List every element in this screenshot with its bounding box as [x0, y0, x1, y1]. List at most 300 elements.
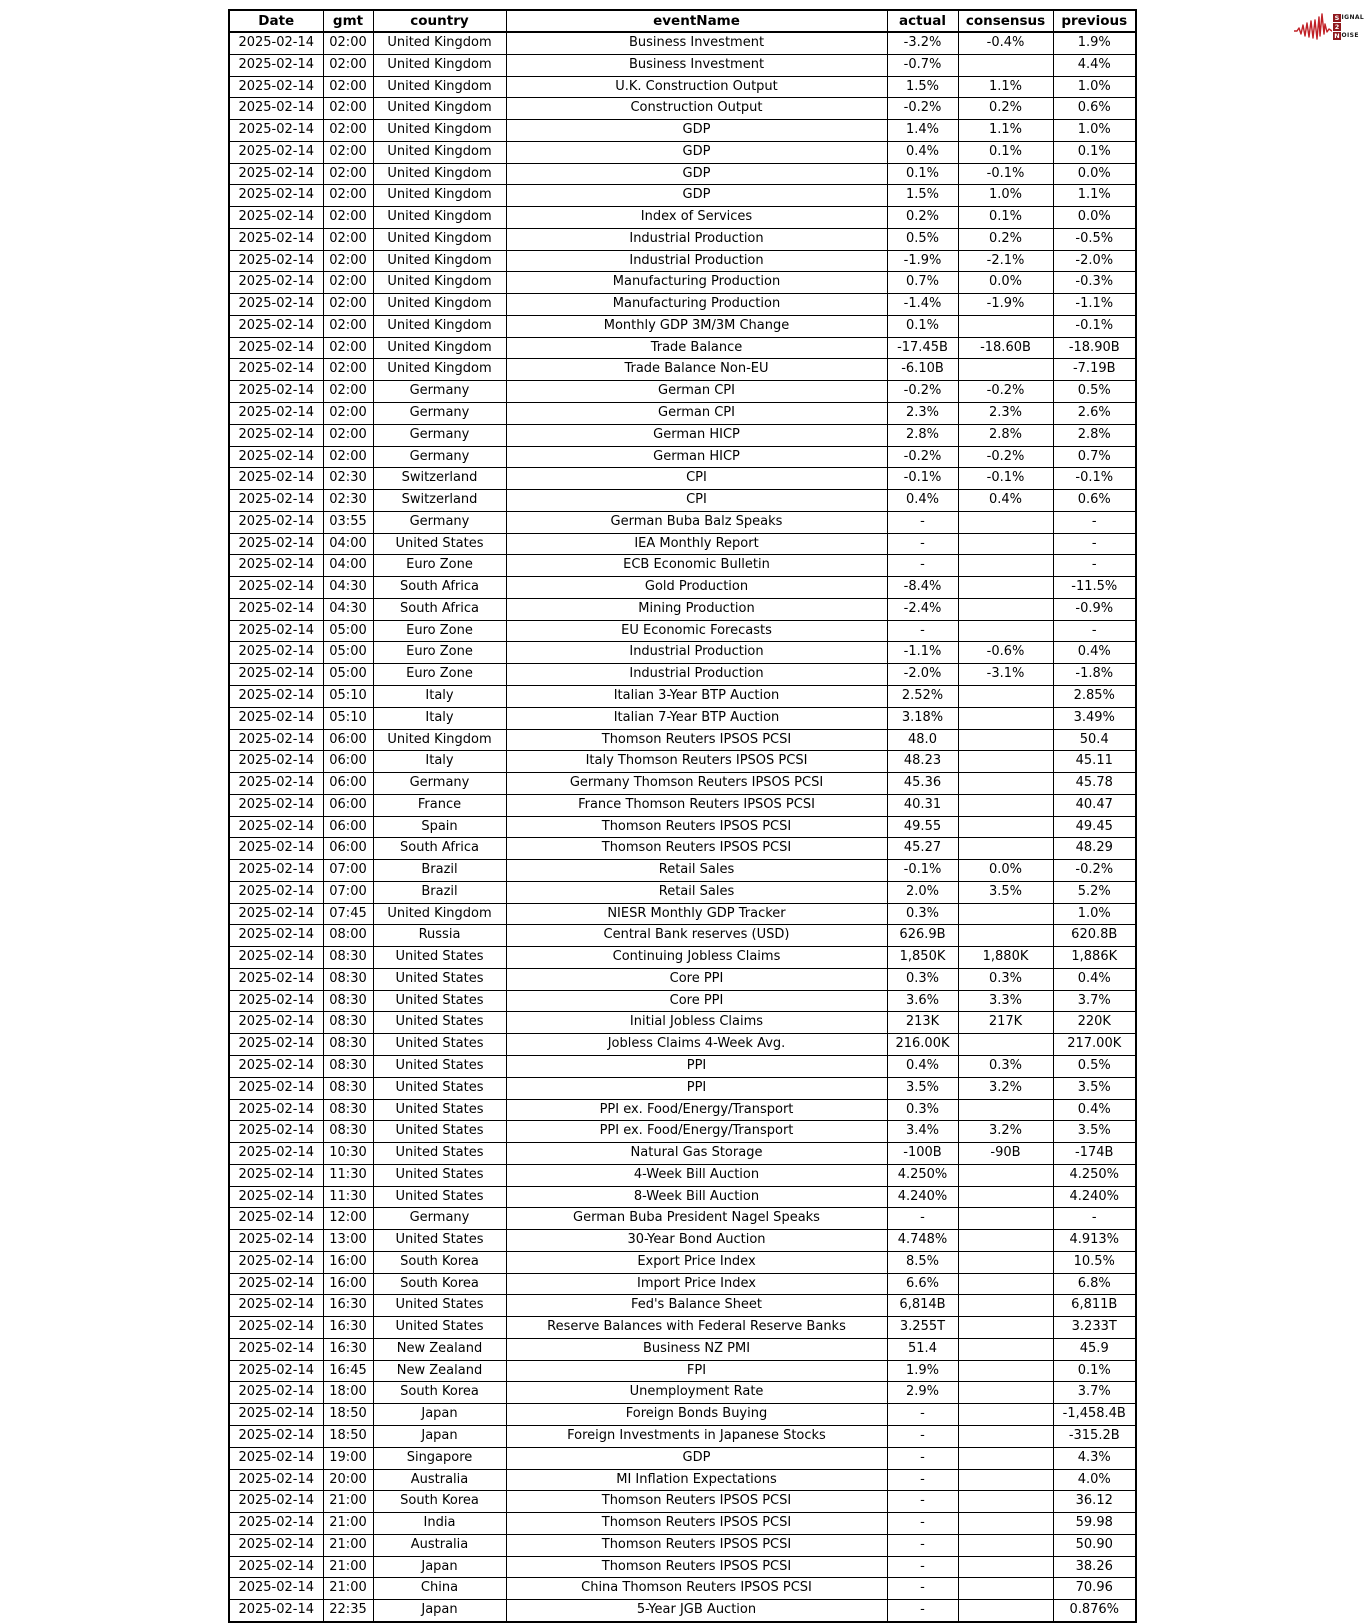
table-cell: -1.9% — [887, 250, 958, 272]
table-cell: 2.0% — [887, 881, 958, 903]
logo-letter-n: N — [1333, 32, 1341, 40]
table-cell: 22:35 — [323, 1600, 373, 1622]
table-cell — [958, 555, 1053, 577]
table-row — [229, 968, 1136, 990]
table-cell: 02:00 — [323, 446, 373, 468]
table-cell: 0.876% — [1053, 1600, 1136, 1622]
table-cell: 1.0% — [1053, 903, 1136, 925]
table-cell: 2025-02-14 — [229, 1534, 323, 1556]
table-cell: 5.2% — [1053, 881, 1136, 903]
table-cell: South Africa — [373, 598, 506, 620]
table-cell: Germany — [373, 511, 506, 533]
table-cell: 2025-02-14 — [229, 664, 323, 686]
table-cell: Italian 7-Year BTP Auction — [506, 707, 887, 729]
table-cell: PPI ex. Food/Energy/Transport — [506, 1121, 887, 1143]
table-cell: Germany — [373, 424, 506, 446]
table-cell: 0.1% — [887, 163, 958, 185]
table-cell: Italy Thomson Reuters IPSOS PCSI — [506, 751, 887, 773]
table-cell: 04:30 — [323, 598, 373, 620]
table-cell: 3.5% — [887, 1077, 958, 1099]
table-cell — [958, 1251, 1053, 1273]
table-cell: United States — [373, 1186, 506, 1208]
table-cell: -0.2% — [958, 381, 1053, 403]
table-cell: -0.1% — [1053, 315, 1136, 337]
table-cell: 4.250% — [1053, 1164, 1136, 1186]
table-cell: Germany Thomson Reuters IPSOS PCSI — [506, 773, 887, 795]
table-row — [229, 577, 1136, 599]
table-cell: United States — [373, 1121, 506, 1143]
table-cell: - — [887, 555, 958, 577]
table-cell: Industrial Production — [506, 664, 887, 686]
table-cell: 06:00 — [323, 816, 373, 838]
table-cell: - — [887, 1404, 958, 1426]
table-cell: Italian 3-Year BTP Auction — [506, 685, 887, 707]
table-cell: 2025-02-14 — [229, 1360, 323, 1382]
table-cell: 1.5% — [887, 185, 958, 207]
table-cell: Russia — [373, 925, 506, 947]
table-cell — [958, 1534, 1053, 1556]
table-cell: 48.0 — [887, 729, 958, 751]
table-cell: -1.8% — [1053, 664, 1136, 686]
table-cell: - — [1053, 620, 1136, 642]
table-cell: 4.240% — [1053, 1186, 1136, 1208]
table-cell: 3.5% — [958, 881, 1053, 903]
table-cell: 45.78 — [1053, 773, 1136, 795]
table-cell: 0.6% — [1053, 490, 1136, 512]
table-cell: 5-Year JGB Auction — [506, 1600, 887, 1622]
table-cell: 2025-02-14 — [229, 1143, 323, 1165]
table-cell: Euro Zone — [373, 555, 506, 577]
table-cell: 16:00 — [323, 1273, 373, 1295]
table-cell: 2025-02-14 — [229, 1034, 323, 1056]
table-cell: 11:30 — [323, 1186, 373, 1208]
table-cell: 04:30 — [323, 577, 373, 599]
table-cell: - — [1053, 533, 1136, 555]
table-cell: 2025-02-14 — [229, 1556, 323, 1578]
table-cell: 0.3% — [958, 968, 1053, 990]
table-cell: United Kingdom — [373, 185, 506, 207]
table-cell: 16:30 — [323, 1338, 373, 1360]
table-cell: South Korea — [373, 1273, 506, 1295]
table-cell: -0.6% — [958, 642, 1053, 664]
table-cell: -0.1% — [958, 163, 1053, 185]
table-cell: 16:30 — [323, 1317, 373, 1339]
table-cell: 1.9% — [887, 1360, 958, 1382]
table-cell: -3.1% — [958, 664, 1053, 686]
table-cell: 0.2% — [887, 207, 958, 229]
table-row — [229, 816, 1136, 838]
table-cell: -6.10B — [887, 359, 958, 381]
table-row — [229, 1317, 1136, 1339]
table-cell: -1.1% — [887, 642, 958, 664]
table-cell: -0.9% — [1053, 598, 1136, 620]
table-cell: 0.1% — [958, 141, 1053, 163]
table-cell: GDP — [506, 120, 887, 142]
table-cell: Fed's Balance Sheet — [506, 1295, 887, 1317]
table-cell: United States — [373, 1055, 506, 1077]
table-cell: 2025-02-14 — [229, 1208, 323, 1230]
table-cell: 2025-02-14 — [229, 120, 323, 142]
table-cell: 216.00K — [887, 1034, 958, 1056]
table-cell: 08:30 — [323, 1055, 373, 1077]
table-row — [229, 1491, 1136, 1513]
table-cell: -2.0% — [887, 664, 958, 686]
logo-noise-rest: OISE — [1342, 32, 1359, 40]
table-row — [229, 32, 1136, 54]
table-cell: Manufacturing Production — [506, 272, 887, 294]
table-row — [229, 228, 1136, 250]
table-cell: - — [1053, 1208, 1136, 1230]
table-cell: 13:00 — [323, 1230, 373, 1252]
table-cell: GDP — [506, 141, 887, 163]
table-cell: 4.250% — [887, 1164, 958, 1186]
table-cell: 2025-02-14 — [229, 294, 323, 316]
table-cell: GDP — [506, 1447, 887, 1469]
table-row — [229, 315, 1136, 337]
table-cell: 51.4 — [887, 1338, 958, 1360]
table-cell: United States — [373, 1099, 506, 1121]
table-cell: 0.2% — [958, 98, 1053, 120]
table-cell: Germany — [373, 1208, 506, 1230]
table-cell — [958, 1426, 1053, 1448]
table-cell: 4-Week Bill Auction — [506, 1164, 887, 1186]
table-cell: 2025-02-14 — [229, 903, 323, 925]
table-cell: Australia — [373, 1534, 506, 1556]
table-cell: 2.8% — [887, 424, 958, 446]
table-cell: United States — [373, 1317, 506, 1339]
table-cell: 0.1% — [958, 207, 1053, 229]
table-cell: 2.52% — [887, 685, 958, 707]
table-row — [229, 1208, 1136, 1230]
table-cell: MI Inflation Expectations — [506, 1469, 887, 1491]
table-cell: 0.0% — [1053, 207, 1136, 229]
table-cell: 2025-02-14 — [229, 1186, 323, 1208]
table-cell: 02:00 — [323, 228, 373, 250]
table-cell: United States — [373, 1077, 506, 1099]
table-cell — [958, 1034, 1053, 1056]
table-cell: Japan — [373, 1426, 506, 1448]
table-cell: 02:00 — [323, 359, 373, 381]
table-row — [229, 1034, 1136, 1056]
logo-letter-s: S — [1333, 14, 1341, 22]
table-cell: -1.4% — [887, 294, 958, 316]
table-cell — [958, 685, 1053, 707]
table-cell: 49.45 — [1053, 816, 1136, 838]
table-cell: 48.29 — [1053, 838, 1136, 860]
table-cell: 0.4% — [887, 141, 958, 163]
table-cell: Japan — [373, 1556, 506, 1578]
table-cell: 1.0% — [1053, 120, 1136, 142]
table-cell: 48.23 — [887, 751, 958, 773]
table-cell: Switzerland — [373, 490, 506, 512]
table-cell: -1.9% — [958, 294, 1053, 316]
table-cell: 20:00 — [323, 1469, 373, 1491]
table-cell: 2025-02-14 — [229, 707, 323, 729]
table-cell: Thomson Reuters IPSOS PCSI — [506, 729, 887, 751]
table-cell: -8.4% — [887, 577, 958, 599]
table-cell: 2025-02-14 — [229, 751, 323, 773]
table-cell: German CPI — [506, 381, 887, 403]
table-cell: 2025-02-14 — [229, 32, 323, 54]
table-cell: 0.1% — [1053, 141, 1136, 163]
table-cell: 2025-02-14 — [229, 968, 323, 990]
table-cell: 8-Week Bill Auction — [506, 1186, 887, 1208]
table-cell — [958, 359, 1053, 381]
table-cell: 3.7% — [1053, 1382, 1136, 1404]
table-cell: 05:00 — [323, 664, 373, 686]
table-cell: 2025-02-14 — [229, 1251, 323, 1273]
table-cell — [958, 1382, 1053, 1404]
table-cell: 08:30 — [323, 968, 373, 990]
table-row — [229, 1055, 1136, 1077]
table-cell — [958, 1230, 1053, 1252]
table-row — [229, 1360, 1136, 1382]
table-cell: Italy — [373, 685, 506, 707]
table-row — [229, 1186, 1136, 1208]
table-row — [229, 555, 1136, 577]
table-cell: - — [887, 620, 958, 642]
table-cell: 02:00 — [323, 98, 373, 120]
table-cell: China — [373, 1578, 506, 1600]
table-cell: -17.45B — [887, 337, 958, 359]
table-cell: 0.3% — [887, 968, 958, 990]
table-cell: 3.18% — [887, 707, 958, 729]
table-cell: 02:00 — [323, 141, 373, 163]
table-cell: 40.47 — [1053, 794, 1136, 816]
table-cell: 2025-02-14 — [229, 925, 323, 947]
table-cell: - — [887, 1469, 958, 1491]
table-cell: 3.2% — [958, 1077, 1053, 1099]
table-cell: -0.2% — [1053, 860, 1136, 882]
table-cell: United Kingdom — [373, 120, 506, 142]
table-cell: Switzerland — [373, 468, 506, 490]
table-cell: 02:00 — [323, 403, 373, 425]
table-row — [229, 903, 1136, 925]
table-cell: 07:45 — [323, 903, 373, 925]
table-cell: 1.4% — [887, 120, 958, 142]
table-cell — [958, 707, 1053, 729]
table-row — [229, 446, 1136, 468]
table-cell — [958, 54, 1053, 76]
table-cell: 6.8% — [1053, 1273, 1136, 1295]
table-cell: 2025-02-14 — [229, 1382, 323, 1404]
table-cell: Industrial Production — [506, 228, 887, 250]
table-cell: Foreign Bonds Buying — [506, 1404, 887, 1426]
table-cell: 2025-02-14 — [229, 403, 323, 425]
table-cell: 2025-02-14 — [229, 424, 323, 446]
table-cell: 4.3% — [1053, 1447, 1136, 1469]
table-cell: 0.0% — [958, 272, 1053, 294]
table-row — [229, 598, 1136, 620]
table-cell: Core PPI — [506, 968, 887, 990]
table-cell: 08:00 — [323, 925, 373, 947]
table-cell: Business NZ PMI — [506, 1338, 887, 1360]
table-cell: South Africa — [373, 838, 506, 860]
table-cell: Gold Production — [506, 577, 887, 599]
table-cell: 2025-02-14 — [229, 185, 323, 207]
table-header-row — [229, 10, 1136, 32]
table-cell: 1,880K — [958, 947, 1053, 969]
column-header: actual — [887, 10, 958, 32]
table-cell: Italy — [373, 751, 506, 773]
table-cell: United Kingdom — [373, 98, 506, 120]
table-cell: 6.6% — [887, 1273, 958, 1295]
table-cell — [958, 1295, 1053, 1317]
table-cell: 2.8% — [958, 424, 1053, 446]
table-cell: France Thomson Reuters IPSOS PCSI — [506, 794, 887, 816]
table-cell: 11:30 — [323, 1164, 373, 1186]
table-cell: 19:00 — [323, 1447, 373, 1469]
table-cell: - — [887, 1208, 958, 1230]
table-row — [229, 990, 1136, 1012]
table-cell: - — [887, 1447, 958, 1469]
table-row — [229, 1426, 1136, 1448]
table-cell: 0.1% — [1053, 1360, 1136, 1382]
logo-text — [1333, 14, 1364, 40]
table-cell: 02:00 — [323, 54, 373, 76]
table-cell — [958, 1208, 1053, 1230]
table-cell — [958, 1491, 1053, 1513]
table-cell: 02:00 — [323, 381, 373, 403]
table-cell: 08:30 — [323, 1121, 373, 1143]
table-cell: 05:00 — [323, 620, 373, 642]
table-cell: German CPI — [506, 403, 887, 425]
table-cell: 3.6% — [887, 990, 958, 1012]
table-cell — [958, 794, 1053, 816]
table-cell: Core PPI — [506, 990, 887, 1012]
table-row — [229, 141, 1136, 163]
table-cell: 2.85% — [1053, 685, 1136, 707]
table-cell: 626.9B — [887, 925, 958, 947]
table-cell: 08:30 — [323, 1099, 373, 1121]
table-cell: United States — [373, 1034, 506, 1056]
table-cell — [958, 533, 1053, 555]
table-cell: 2025-02-14 — [229, 1121, 323, 1143]
table-cell: 217.00K — [1053, 1034, 1136, 1056]
table-cell: 2025-02-14 — [229, 1317, 323, 1339]
table-cell: -1,458.4B — [1053, 1404, 1136, 1426]
table-cell: 59.98 — [1053, 1513, 1136, 1535]
table-cell: 3.5% — [1053, 1077, 1136, 1099]
logo-line-two — [1333, 23, 1364, 31]
table-cell: 2025-02-14 — [229, 1164, 323, 1186]
table-cell: 21:00 — [323, 1491, 373, 1513]
table-cell: Construction Output — [506, 98, 887, 120]
table-cell: Brazil — [373, 860, 506, 882]
table-cell: 217K — [958, 1012, 1053, 1034]
table-cell: Business Investment — [506, 32, 887, 54]
table-row — [229, 381, 1136, 403]
table-cell: - — [1053, 511, 1136, 533]
table-cell: 02:00 — [323, 207, 373, 229]
table-cell — [958, 1404, 1053, 1426]
table-cell: 1,886K — [1053, 947, 1136, 969]
table-cell: 38.26 — [1053, 1556, 1136, 1578]
table-cell: 07:00 — [323, 860, 373, 882]
table-cell: 10.5% — [1053, 1251, 1136, 1273]
table-cell: -90B — [958, 1143, 1053, 1165]
table-cell: -1.1% — [1053, 294, 1136, 316]
table-cell: 0.6% — [1053, 98, 1136, 120]
table-cell: PPI ex. Food/Energy/Transport — [506, 1099, 887, 1121]
table-cell: Thomson Reuters IPSOS PCSI — [506, 1513, 887, 1535]
table-cell: - — [887, 1426, 958, 1448]
table-cell: - — [887, 533, 958, 555]
table-cell: 45.11 — [1053, 751, 1136, 773]
table-cell — [958, 1317, 1053, 1339]
table-row — [229, 424, 1136, 446]
column-header: country — [373, 10, 506, 32]
table-cell: United Kingdom — [373, 141, 506, 163]
table-cell: -0.1% — [958, 468, 1053, 490]
table-row — [229, 250, 1136, 272]
table-cell: 50.4 — [1053, 729, 1136, 751]
table-cell: United States — [373, 968, 506, 990]
table-cell — [958, 903, 1053, 925]
table-cell: 2025-02-14 — [229, 577, 323, 599]
table-cell: Euro Zone — [373, 642, 506, 664]
table-cell: 16:00 — [323, 1251, 373, 1273]
table-cell: 49.55 — [887, 816, 958, 838]
table-cell — [958, 315, 1053, 337]
table-cell: United Kingdom — [373, 250, 506, 272]
table-cell: 08:30 — [323, 1012, 373, 1034]
column-header: consensus — [958, 10, 1053, 32]
table-cell: 50.90 — [1053, 1534, 1136, 1556]
table-cell: Monthly GDP 3M/3M Change — [506, 315, 887, 337]
table-cell: 06:00 — [323, 838, 373, 860]
table-cell: 2025-02-14 — [229, 533, 323, 555]
table-body — [229, 32, 1136, 1622]
table-cell — [958, 1338, 1053, 1360]
table-cell — [958, 1556, 1053, 1578]
table-cell: 0.4% — [887, 490, 958, 512]
table-cell: 4.748% — [887, 1230, 958, 1252]
table-cell: GDP — [506, 163, 887, 185]
table-cell: 21:00 — [323, 1513, 373, 1535]
table-cell: -2.0% — [1053, 250, 1136, 272]
table-cell: 2025-02-14 — [229, 1230, 323, 1252]
table-cell: 2025-02-14 — [229, 228, 323, 250]
table-cell: - — [1053, 555, 1136, 577]
table-cell: - — [887, 1578, 958, 1600]
table-cell: South Africa — [373, 577, 506, 599]
table-cell: United States — [373, 1143, 506, 1165]
table-cell — [958, 620, 1053, 642]
table-cell: FPI — [506, 1360, 887, 1382]
table-cell: 0.4% — [887, 1055, 958, 1077]
table-cell: IEA Monthly Report — [506, 533, 887, 555]
table-cell: 0.5% — [1053, 1055, 1136, 1077]
table-cell: 06:00 — [323, 794, 373, 816]
table-cell: United States — [373, 990, 506, 1012]
table-cell: United Kingdom — [373, 359, 506, 381]
table-cell: United States — [373, 947, 506, 969]
table-row — [229, 729, 1136, 751]
table-row — [229, 642, 1136, 664]
table-row — [229, 533, 1136, 555]
table-cell: 2025-02-14 — [229, 598, 323, 620]
logo-line-signal — [1333, 14, 1364, 22]
table-cell: Initial Jobless Claims — [506, 1012, 887, 1034]
table-cell: 06:00 — [323, 751, 373, 773]
table-cell: -0.1% — [1053, 468, 1136, 490]
table-cell: 2025-02-14 — [229, 816, 323, 838]
table-cell: Euro Zone — [373, 620, 506, 642]
waveform-icon — [1294, 12, 1332, 42]
table-cell: Euro Zone — [373, 664, 506, 686]
table-cell: 2025-02-14 — [229, 337, 323, 359]
